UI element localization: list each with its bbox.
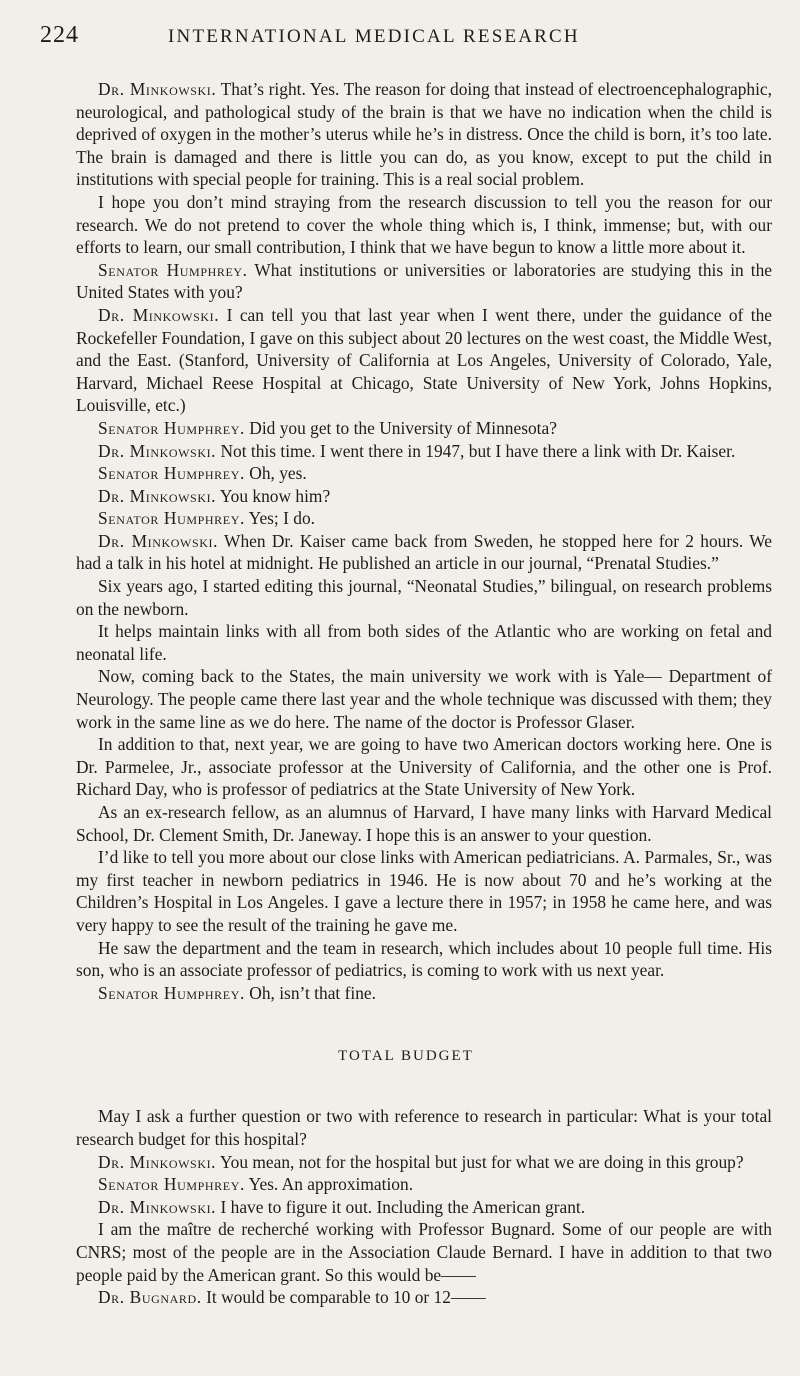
speaker-name: Senator Humphrey. (98, 508, 245, 529)
paragraph (76, 1173, 772, 1196)
transcript-block-1 (76, 78, 772, 1004)
page-number: 224 (40, 22, 79, 48)
paragraph-text: I hope you don’t mind straying from the research discussion to tell you the reason for our research. We do not pretend to cover the whole thing which is, I think, immense; but, with our efforts to learn, our small contribution, I think that we have begun to know a little more about it. (76, 191, 772, 258)
paragraph (76, 259, 772, 304)
paragraph (76, 530, 772, 575)
paragraph (76, 575, 772, 620)
paragraph (76, 462, 772, 485)
paragraph-text: You know him? (216, 485, 331, 506)
paragraph (76, 982, 772, 1005)
paragraph-text: I’d like to tell you more about our close links with American pediatricians. A. Parmales, Sr., was my first teacher in newborn pediatrics in 1946. He is now about 70 and he’s working at the Children’s Hospital in Los Angeles. I gave a lecture there in 1957; in 1958 he came here, and was very happy to see the result of the training he gave me. (76, 847, 772, 935)
running-title: INTERNATIONAL MEDICAL RESEARCH (168, 26, 580, 47)
paragraph (76, 1286, 772, 1309)
paragraph (76, 1218, 772, 1286)
paragraph-text: Did you get to the University of Minnesota? (244, 417, 557, 438)
paragraph (76, 304, 772, 417)
paragraph (76, 733, 772, 801)
paragraph-text: It would be comparable to 10 or 12—— (201, 1287, 486, 1308)
section-heading: TOTAL BUDGET (338, 1048, 474, 1065)
paragraph-text: That’s right. Yes. The reason for doing that instead of electroencephalographic, neurological, and pathological study of the brain is that we have no indication when the child is deprived of oxygen in the mother’s uterus while he’s in distress. Once the child is born, it’s too late. The brain is damaged and there is little you can do, as you know, except to put the child in institutions with special people for training. This is a real social problem. (76, 79, 772, 190)
speaker-name: Dr. Minkowski. (98, 485, 217, 506)
paragraph-text: Yes; I do. (244, 508, 315, 529)
paragraph-text: Not this time. I went there in 1947, but I have there a link with Dr. Kaiser. (216, 440, 736, 461)
transcript-block-2 (76, 1105, 772, 1308)
speaker-name: Senator Humphrey. (98, 982, 245, 1003)
paragraph (76, 620, 772, 665)
paragraph-text: What institutions or universities or laboratories are studying this in the United States with you? (76, 259, 773, 303)
paragraph-text: Six years ago, I started editing this journal, “Neonatal Studies,” bilingual, on research problems on the newborn. (76, 576, 772, 619)
paragraph (76, 78, 772, 191)
speaker-name: Dr. Bugnard. (98, 1287, 202, 1308)
paragraph-text: As an ex-research fellow, as an alumnus of Harvard, I have many links with Harvard Medical School, Dr. Clement Smith, Dr. Janeway. I hope this is an answer to your question. (76, 802, 772, 845)
paragraph-text: Oh, isn’t that fine. (244, 982, 376, 1003)
paragraph-text: I can tell you that last year when I went there, under the guidance of the Rockefeller Foundation, I gave on this subject about 20 lectures on the west coast, the Middle West, and the East. (Stanford, University of California at Los Angeles, University of Colorado, Yale, Harvard, Michael Reese Hospital at Chicago, State University of New York, Johns Hopkins, Louisville, etc.) (76, 304, 772, 416)
paragraph (76, 440, 772, 463)
paragraph-text: In addition to that, next year, we are going to have two American doctors working here. One is Dr. Parmelee, Jr., associate professor at the University of California, and the other one is Prof. Richard Day, who is professor of pediatrics at the State University of New York. (76, 734, 772, 800)
paragraph (76, 507, 772, 530)
speaker-name: Dr. Minkowski. (98, 440, 217, 461)
paragraph (76, 1105, 772, 1150)
paragraph-text: Now, coming back to the States, the main university we work with is Yale— Department of Neurology. The people came there last year and the whole technique was discussed with them; they work in the same line as we do here. The name of the doctor is Professor Glaser. (76, 666, 772, 732)
paragraph-text: He saw the department and the team in research, which includes about 10 people full time. His son, who is an associate professor of pediatrics, is coming to work with us next year. (76, 937, 772, 981)
paragraph-text: I have to figure it out. Including the American grant. (216, 1196, 586, 1217)
speaker-name: Senator Humphrey. (98, 417, 245, 438)
paragraph-text: Yes. An approximation. (244, 1174, 414, 1195)
paragraph (76, 1151, 772, 1174)
paragraph (76, 485, 772, 508)
speaker-name: Dr. Minkowski. (98, 1196, 217, 1217)
paragraph (76, 191, 772, 259)
paragraph-text: I am the maître de recherché working with Professor Bugnard. Some of our people are with CNRS; most of the people are in the Association Claude Bernard. I have in addition to that two people paid by the American grant. So this would be—— (76, 1219, 772, 1285)
speaker-name: Senator Humphrey. (98, 259, 248, 280)
speaker-name: Dr. Minkowski. (98, 304, 220, 325)
paragraph (76, 937, 772, 982)
speaker-name: Dr. Minkowski. (98, 530, 219, 551)
paragraph-text: It helps maintain links with all from both sides of the Atlantic who are working on fetal and neonatal life. (76, 621, 772, 664)
paragraph (76, 846, 772, 936)
speaker-name: Senator Humphrey. (98, 463, 245, 484)
paragraph-text: You mean, not for the hospital but just for what we are doing in this group? (216, 1151, 744, 1172)
paragraph (76, 665, 772, 733)
paragraph (76, 801, 772, 846)
running-header (40, 22, 772, 52)
document-body (40, 78, 772, 1309)
speaker-name: Dr. Minkowski. (98, 1151, 217, 1172)
paragraph-text: Oh, yes. (244, 463, 307, 484)
paragraph-text: When Dr. Kaiser came back from Sweden, he stopped here for 2 hours. We had a talk in his hotel at midnight. He published an article in our journal, “Prenatal Studies.” (76, 530, 772, 574)
paragraph (76, 1196, 772, 1219)
speaker-name: Dr. Minkowski. (98, 79, 217, 99)
paragraph-text: May I ask a further question or two with reference to research in particular: What is your total research budget for this hospital? (76, 1106, 772, 1149)
speaker-name: Senator Humphrey. (98, 1174, 245, 1195)
paragraph (76, 417, 772, 440)
